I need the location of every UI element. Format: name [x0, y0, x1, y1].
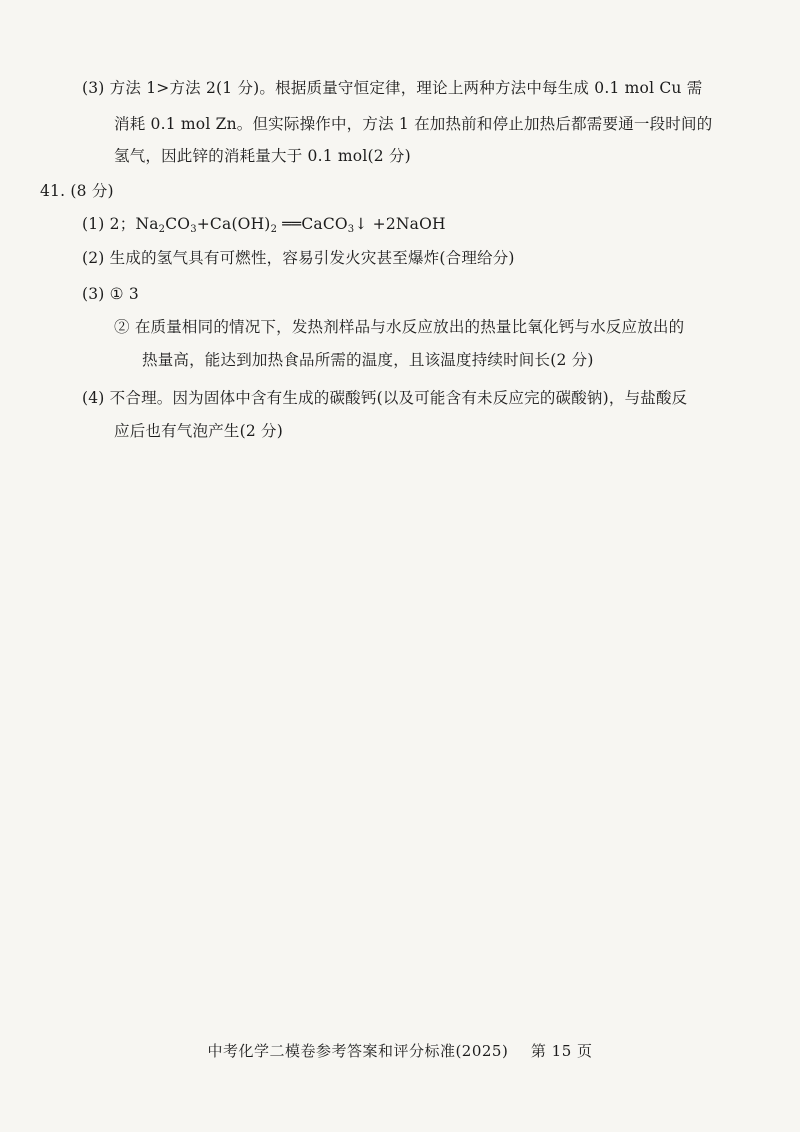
footer-page-number: 第 15 页 — [530, 1042, 593, 1060]
equation-text: ══CaCO — [277, 215, 348, 233]
q40-part3-line2: 消耗 0.1 mol Zn。但实际操作中，方法 1 在加热前和停止加热后都需要通一段时间的 — [114, 115, 713, 133]
q41-part3-a: (3) ① 3 — [82, 285, 139, 303]
q40-part3-line1: (3) 方法 1>方法 2(1 分)。根据质量守恒定律，理论上两种方法中每生成 0.1 mol Cu 需 — [82, 79, 703, 97]
equation-sub: 3 — [347, 224, 355, 235]
footer-title: 中考化学二模卷参考答案和评分标准(2025) — [207, 1042, 509, 1060]
equation-text: ↓ +2NaOH — [354, 215, 446, 233]
q41-part1-equation — [82, 214, 446, 240]
equation-prefix: (1) 2；Na — [82, 215, 159, 233]
equation-sub: 3 — [190, 224, 197, 235]
equation-text: CO — [165, 215, 191, 233]
q41-part3-b-line2: 热量高，能达到加热食品所需的温度，且该温度持续时间长(2 分) — [142, 351, 594, 369]
q41-part4-line1: (4) 不合理。因为固体中含有生成的碳酸钙(以及可能含有未反应完的碳酸钠)，与盐酸反 — [82, 389, 688, 407]
q41-part4-line2: 应后也有气泡产生(2 分) — [114, 422, 283, 440]
equation-text: +Ca(OH) — [196, 215, 271, 233]
q41-part2: (2) 生成的氢气具有可燃性，容易引发火灾甚至爆炸(合理给分) — [82, 249, 515, 267]
q41-part3-b-line1: ② 在质量相同的情况下，发热剂样品与水反应放出的热量比氧化钙与水反应放出的 — [114, 318, 685, 336]
page-footer — [0, 1040, 800, 1061]
equation-sub: 2 — [270, 224, 278, 235]
q41-heading: 41. (8 分) — [40, 182, 114, 200]
q40-part3-line3: 氢气，因此锌的消耗量大于 0.1 mol(2 分) — [114, 147, 411, 165]
equation-sub: 2 — [158, 224, 166, 235]
